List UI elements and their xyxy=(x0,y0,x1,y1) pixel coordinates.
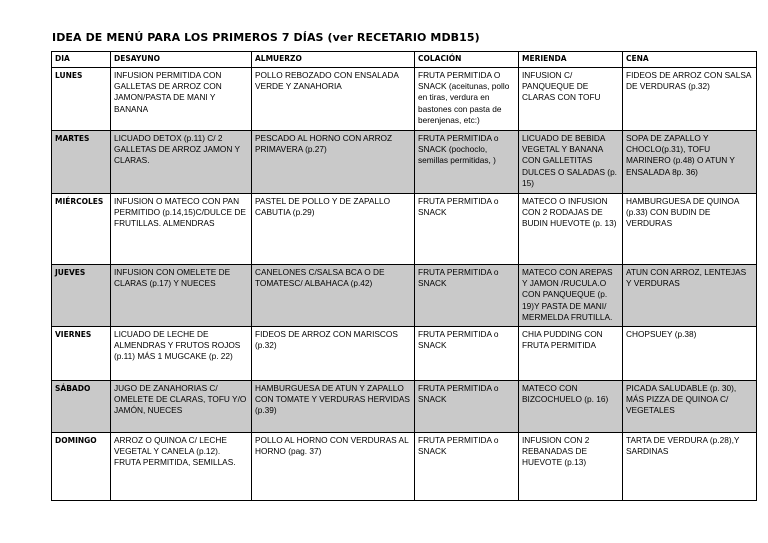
table-row-viernes xyxy=(52,327,757,381)
day-cell: DOMINGO xyxy=(52,433,111,501)
cena-cell: TARTA DE VERDURA (p.28),Y SARDINAS xyxy=(623,433,757,501)
table-row-miercoles xyxy=(52,194,757,265)
desayuno-cell: LICUADO DE LECHE DE ALMENDRAS Y FRUTOS ROJOS (p.11) MÁS 1 MUGCAKE (p. 22) xyxy=(111,327,252,381)
header-colacion: COLACIÓN xyxy=(415,52,519,68)
table-row-jueves xyxy=(52,265,757,327)
document-title: IDEA DE MENÚ PARA LOS PRIMEROS 7 DÍAS (ver RECETARIO MDB15) xyxy=(52,31,480,44)
day-cell: JUEVES xyxy=(52,265,111,327)
merienda-cell: CHIA PUDDING CON FRUTA PERMITIDA xyxy=(519,327,623,381)
merienda-cell: MATECO CON AREPAS Y JAMON /RUCULA.O CON PANQUEQUE (p. 19)Y PASTA DE MANI/ MERMELDA FRUTILLA. xyxy=(519,265,623,327)
colacion-cell: FRUTA PERMITIDA o SNACK xyxy=(415,381,519,433)
merienda-cell: MATECO O INFUSION CON 2 RODAJAS DE BUDIN HUEVOTE (p. 13) xyxy=(519,194,623,265)
almuerzo-cell: FIDEOS DE ARROZ CON MARISCOS (p.32) xyxy=(252,327,415,381)
colacion-cell: FRUTA PERMITIDA O SNACK (aceitunas, pollo en tiras, verdura en bastones con pasta de berenjenas, etc:) xyxy=(415,68,519,131)
menu-table xyxy=(51,51,757,501)
header-desayuno: DESAYUNO xyxy=(111,52,252,68)
colacion-cell: FRUTA PERMITIDA o SNACK xyxy=(415,433,519,501)
cena-cell: SOPA DE ZAPALLO Y CHOCLO(p.31), TOFU MARINERO (p.48) O ATUN Y ENSALADA 8p. 36) xyxy=(623,131,757,194)
cena-cell: ATUN CON ARROZ, LENTEJAS Y VERDURAS xyxy=(623,265,757,327)
header-almuerzo: ALMUERZO xyxy=(252,52,415,68)
header-merienda: MERIENDA xyxy=(519,52,623,68)
desayuno-cell: LICUADO DETOX (p.11) C/ 2 GALLETAS DE ARROZ JAMON Y CLARAS. xyxy=(111,131,252,194)
cena-cell: HAMBURGUESA DE QUINOA (p.33) CON BUDIN DE VERDURAS xyxy=(623,194,757,265)
day-cell: SÁBADO xyxy=(52,381,111,433)
merienda-cell: LICUADO DE BEBIDA VEGETAL Y BANANA CON GALLETITAS DULCES O SALADAS (p. 15) xyxy=(519,131,623,194)
almuerzo-cell: POLLO REBOZADO CON ENSALADA VERDE Y ZANAHORIA xyxy=(252,68,415,131)
day-cell: LUNES xyxy=(52,68,111,131)
day-cell: MARTES xyxy=(52,131,111,194)
desayuno-cell: INFUSION O MATECO CON PAN PERMITIDO (p.14,15)C/DULCE DE FRUTILLAS. ALMENDRAS xyxy=(111,194,252,265)
cena-cell: CHOPSUEY (p.38) xyxy=(623,327,757,381)
cena-cell: PICADA SALUDABLE (p. 30), MÁS PIZZA DE QUINOA C/ VEGETALES xyxy=(623,381,757,433)
merienda-cell: MATECO CON BIZCOCHUELO (p. 16) xyxy=(519,381,623,433)
day-cell: MIÉRCOLES xyxy=(52,194,111,265)
colacion-cell: FRUTA PERMITIDA o SNACK xyxy=(415,194,519,265)
desayuno-cell: JUGO DE ZANAHORIAS C/ OMELETE DE CLARAS, TOFU Y/O JAMÓN, NUECES xyxy=(111,381,252,433)
desayuno-cell: ARROZ O QUINOA C/ LECHE VEGETAL Y CANELA (p.12). FRUTA PERMITIDA, SEMILLAS. xyxy=(111,433,252,501)
table-row-martes xyxy=(52,131,757,194)
cena-cell: FIDEOS DE ARROZ CON SALSA DE VERDURAS (p.32) xyxy=(623,68,757,131)
colacion-cell: FRUTA PERMITIDA o SNACK xyxy=(415,327,519,381)
almuerzo-cell: PASTEL DE POLLO Y DE ZAPALLO CABUTIA (p.29) xyxy=(252,194,415,265)
table-row-sabado xyxy=(52,381,757,433)
almuerzo-cell: HAMBURGUESA DE ATUN Y ZAPALLO CON TOMATE Y VERDURAS HERVIDAS (p.39) xyxy=(252,381,415,433)
merienda-cell: INFUSION CON 2 REBANADAS DE HUEVOTE (p.13) xyxy=(519,433,623,501)
table-row-lunes xyxy=(52,68,757,131)
almuerzo-cell: CANELONES C/SALSA BCA O DE TOMATESC/ ALBAHACA (p.42) xyxy=(252,265,415,327)
table-row-domingo xyxy=(52,433,757,501)
merienda-cell: INFUSION C/ PANQUEQUE DE CLARAS CON TOFU xyxy=(519,68,623,131)
header-dia: DIA xyxy=(52,52,111,68)
colacion-cell: FRUTA PERMITIDA o SNACK (pochoclo, semillas permitidas, ) xyxy=(415,131,519,194)
day-cell: VIERNES xyxy=(52,327,111,381)
header-row xyxy=(52,52,757,68)
colacion-cell: FRUTA PERMITIDA o SNACK xyxy=(415,265,519,327)
header-cena: CENA xyxy=(623,52,757,68)
desayuno-cell: INFUSION PERMITIDA CON GALLETAS DE ARROZ CON JAMON/PASTA DE MANI Y BANANA xyxy=(111,68,252,131)
almuerzo-cell: PESCADO AL HORNO CON ARROZ PRIMAVERA (p.27) xyxy=(252,131,415,194)
almuerzo-cell: POLLO AL HORNO CON VERDURAS AL HORNO (pag. 37) xyxy=(252,433,415,501)
desayuno-cell: INFUSION CON OMELETE DE CLARAS (p.17) Y NUECES xyxy=(111,265,252,327)
